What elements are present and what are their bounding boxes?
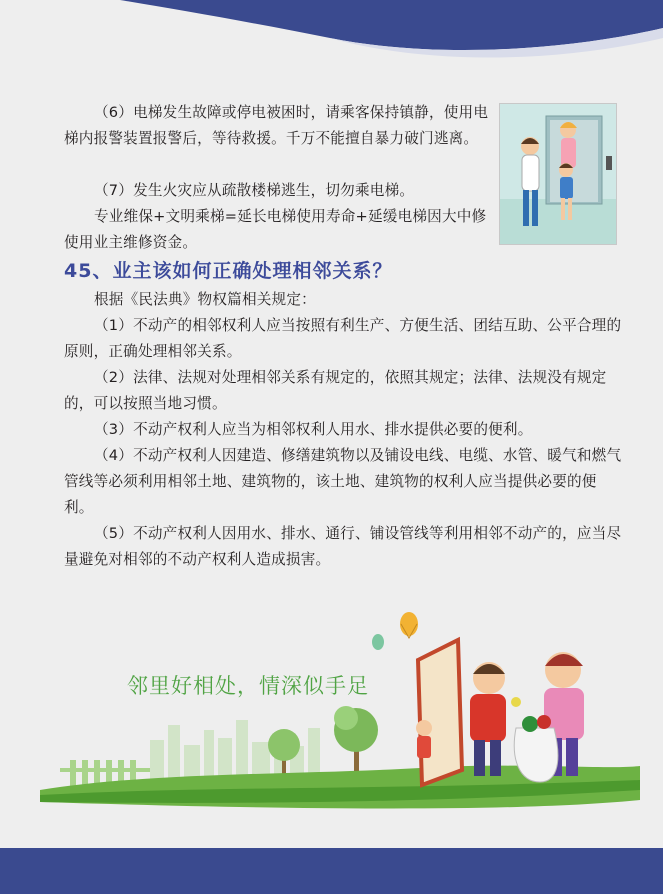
clause-2: （2）法律、法规对处理相邻关系有规定的，依照其规定；法律、法规没有规定的，可以按照当地习惯。: [64, 369, 607, 412]
section-heading-neighbor-relations: 45、业主该如何正确处理相邻关系？: [64, 260, 393, 282]
clause-4: （4）不动产权利人因建造、修缮建筑物以及铺设电线、电缆、水管、暖气和燃气管线等必须利用相邻土地、建筑物的，该土地、建筑物的权利人应当提供必要的便利。: [64, 447, 622, 516]
bottom-band: [0, 848, 663, 894]
elevator-tip-7: （7）发生火灾应从疏散楼梯逃生，切勿乘电梯。: [94, 182, 415, 199]
clause-3: （3）不动产权利人应当为相邻权利人用水、排水提供必要的便利。: [94, 421, 533, 438]
clause-5: （5）不动产权利人因用水、排水、通行、铺设管线等利用相邻不动产的，应当尽量避免对相邻的不动产权利人造成损害。: [64, 525, 622, 568]
neighborly-scene-illustration: [0, 590, 663, 840]
civil-code-intro: 根据《民法典》物权篇相关规定：: [94, 291, 316, 308]
top-wave-decoration: [0, 0, 663, 70]
clause-1: （1）不动产的相邻权利人应当按照有利生产、方便生活、团结互助、公平合理的原则，正确处理相邻关系。: [64, 317, 622, 360]
elevator-tip-6: （6）电梯发生故障或停电被困时，请乘客保持镇静，使用电梯内报警装置报警后，等待救援。千万不能擅自暴力破门逃离。: [64, 104, 489, 147]
elevator-formula: 专业维保+文明乘梯=延长电梯使用寿命+延缓电梯因大中修使用业主维修资金。: [64, 208, 487, 251]
elevator-family-illustration: [499, 103, 617, 245]
neighbor-slogan: 邻里好相处，情深似手足: [127, 674, 369, 698]
